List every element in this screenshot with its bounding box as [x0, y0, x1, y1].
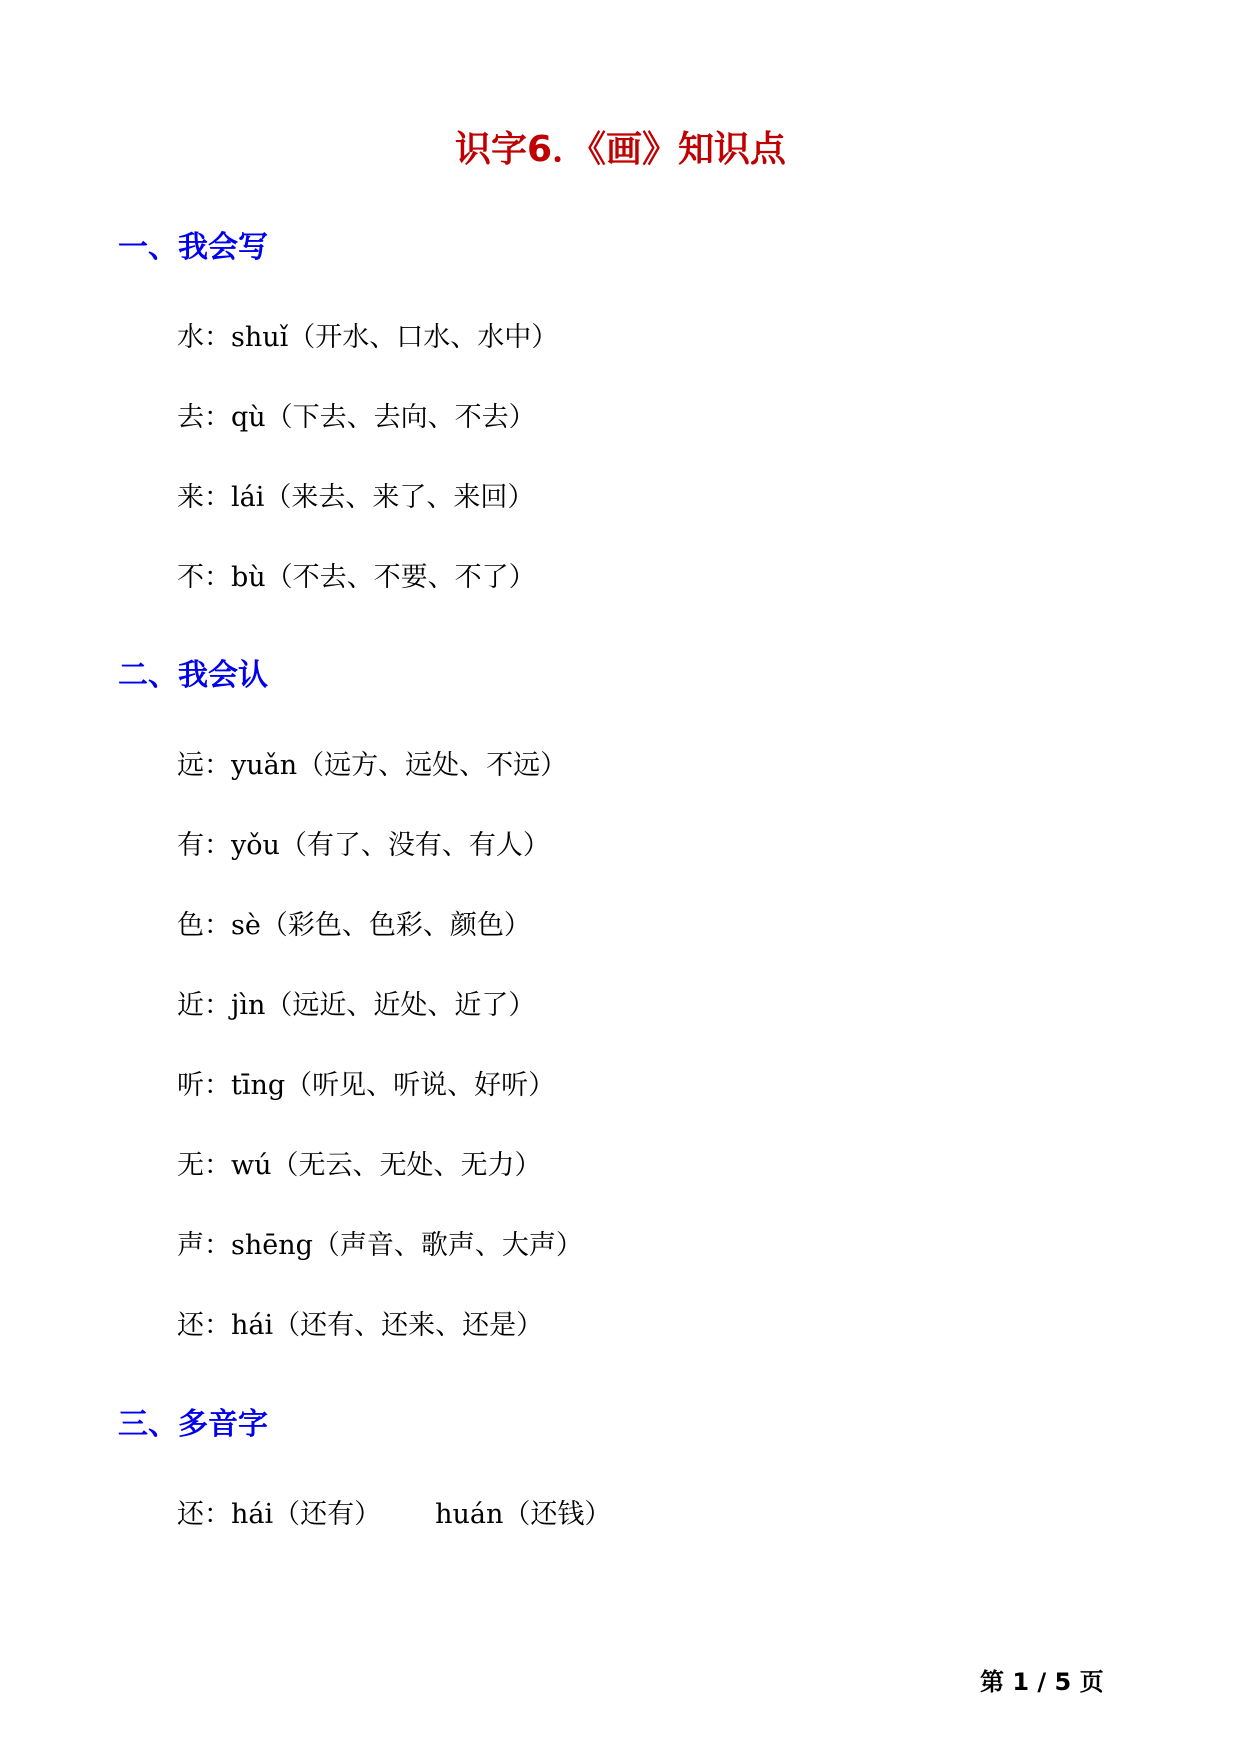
polyphone-reading-hai: 还：hái（还有）: [177, 1499, 382, 1530]
entry-wu: 无：wú（无云、无处、无力）: [177, 1150, 542, 1181]
entry-you: 有：yǒu（有了、没有、有人）: [177, 830, 550, 861]
section-heading-write: 一、我会写: [118, 230, 268, 265]
polyphone-entry: [177, 1497, 611, 1533]
entry-se: 色：sè（彩色、色彩、颜色）: [177, 910, 531, 941]
section-heading-recognize: 二、我会认: [118, 658, 268, 693]
entry-bu: 不：bù（不去、不要、不了）: [177, 562, 536, 593]
entry-qu: 去：qù（下去、去向、不去）: [177, 402, 536, 433]
entry-jin: 近：jìn（远近、近处、近了）: [177, 990, 536, 1021]
entry-lai: 来：lái（来去、来了、来回）: [177, 482, 535, 513]
section-heading-polyphone: 三、多音字: [118, 1407, 268, 1442]
entry-shui: 水：shuǐ（开水、口水、水中）: [177, 322, 559, 353]
document-title: 识字6．《画》知识点: [454, 129, 787, 170]
entry-hai: 还：hái（还有、还来、还是）: [177, 1310, 544, 1341]
page-number: 第 1 / 5 页: [980, 1668, 1104, 1696]
entry-sheng: 声：shēng（声音、歌声、大声）: [177, 1230, 583, 1261]
entry-ting: 听：tīng（听见、听说、好听）: [177, 1070, 556, 1101]
entry-yuan: 远：yuǎn（远方、远处、不远）: [177, 750, 568, 781]
polyphone-reading-huan: huán（还钱）: [435, 1499, 612, 1530]
